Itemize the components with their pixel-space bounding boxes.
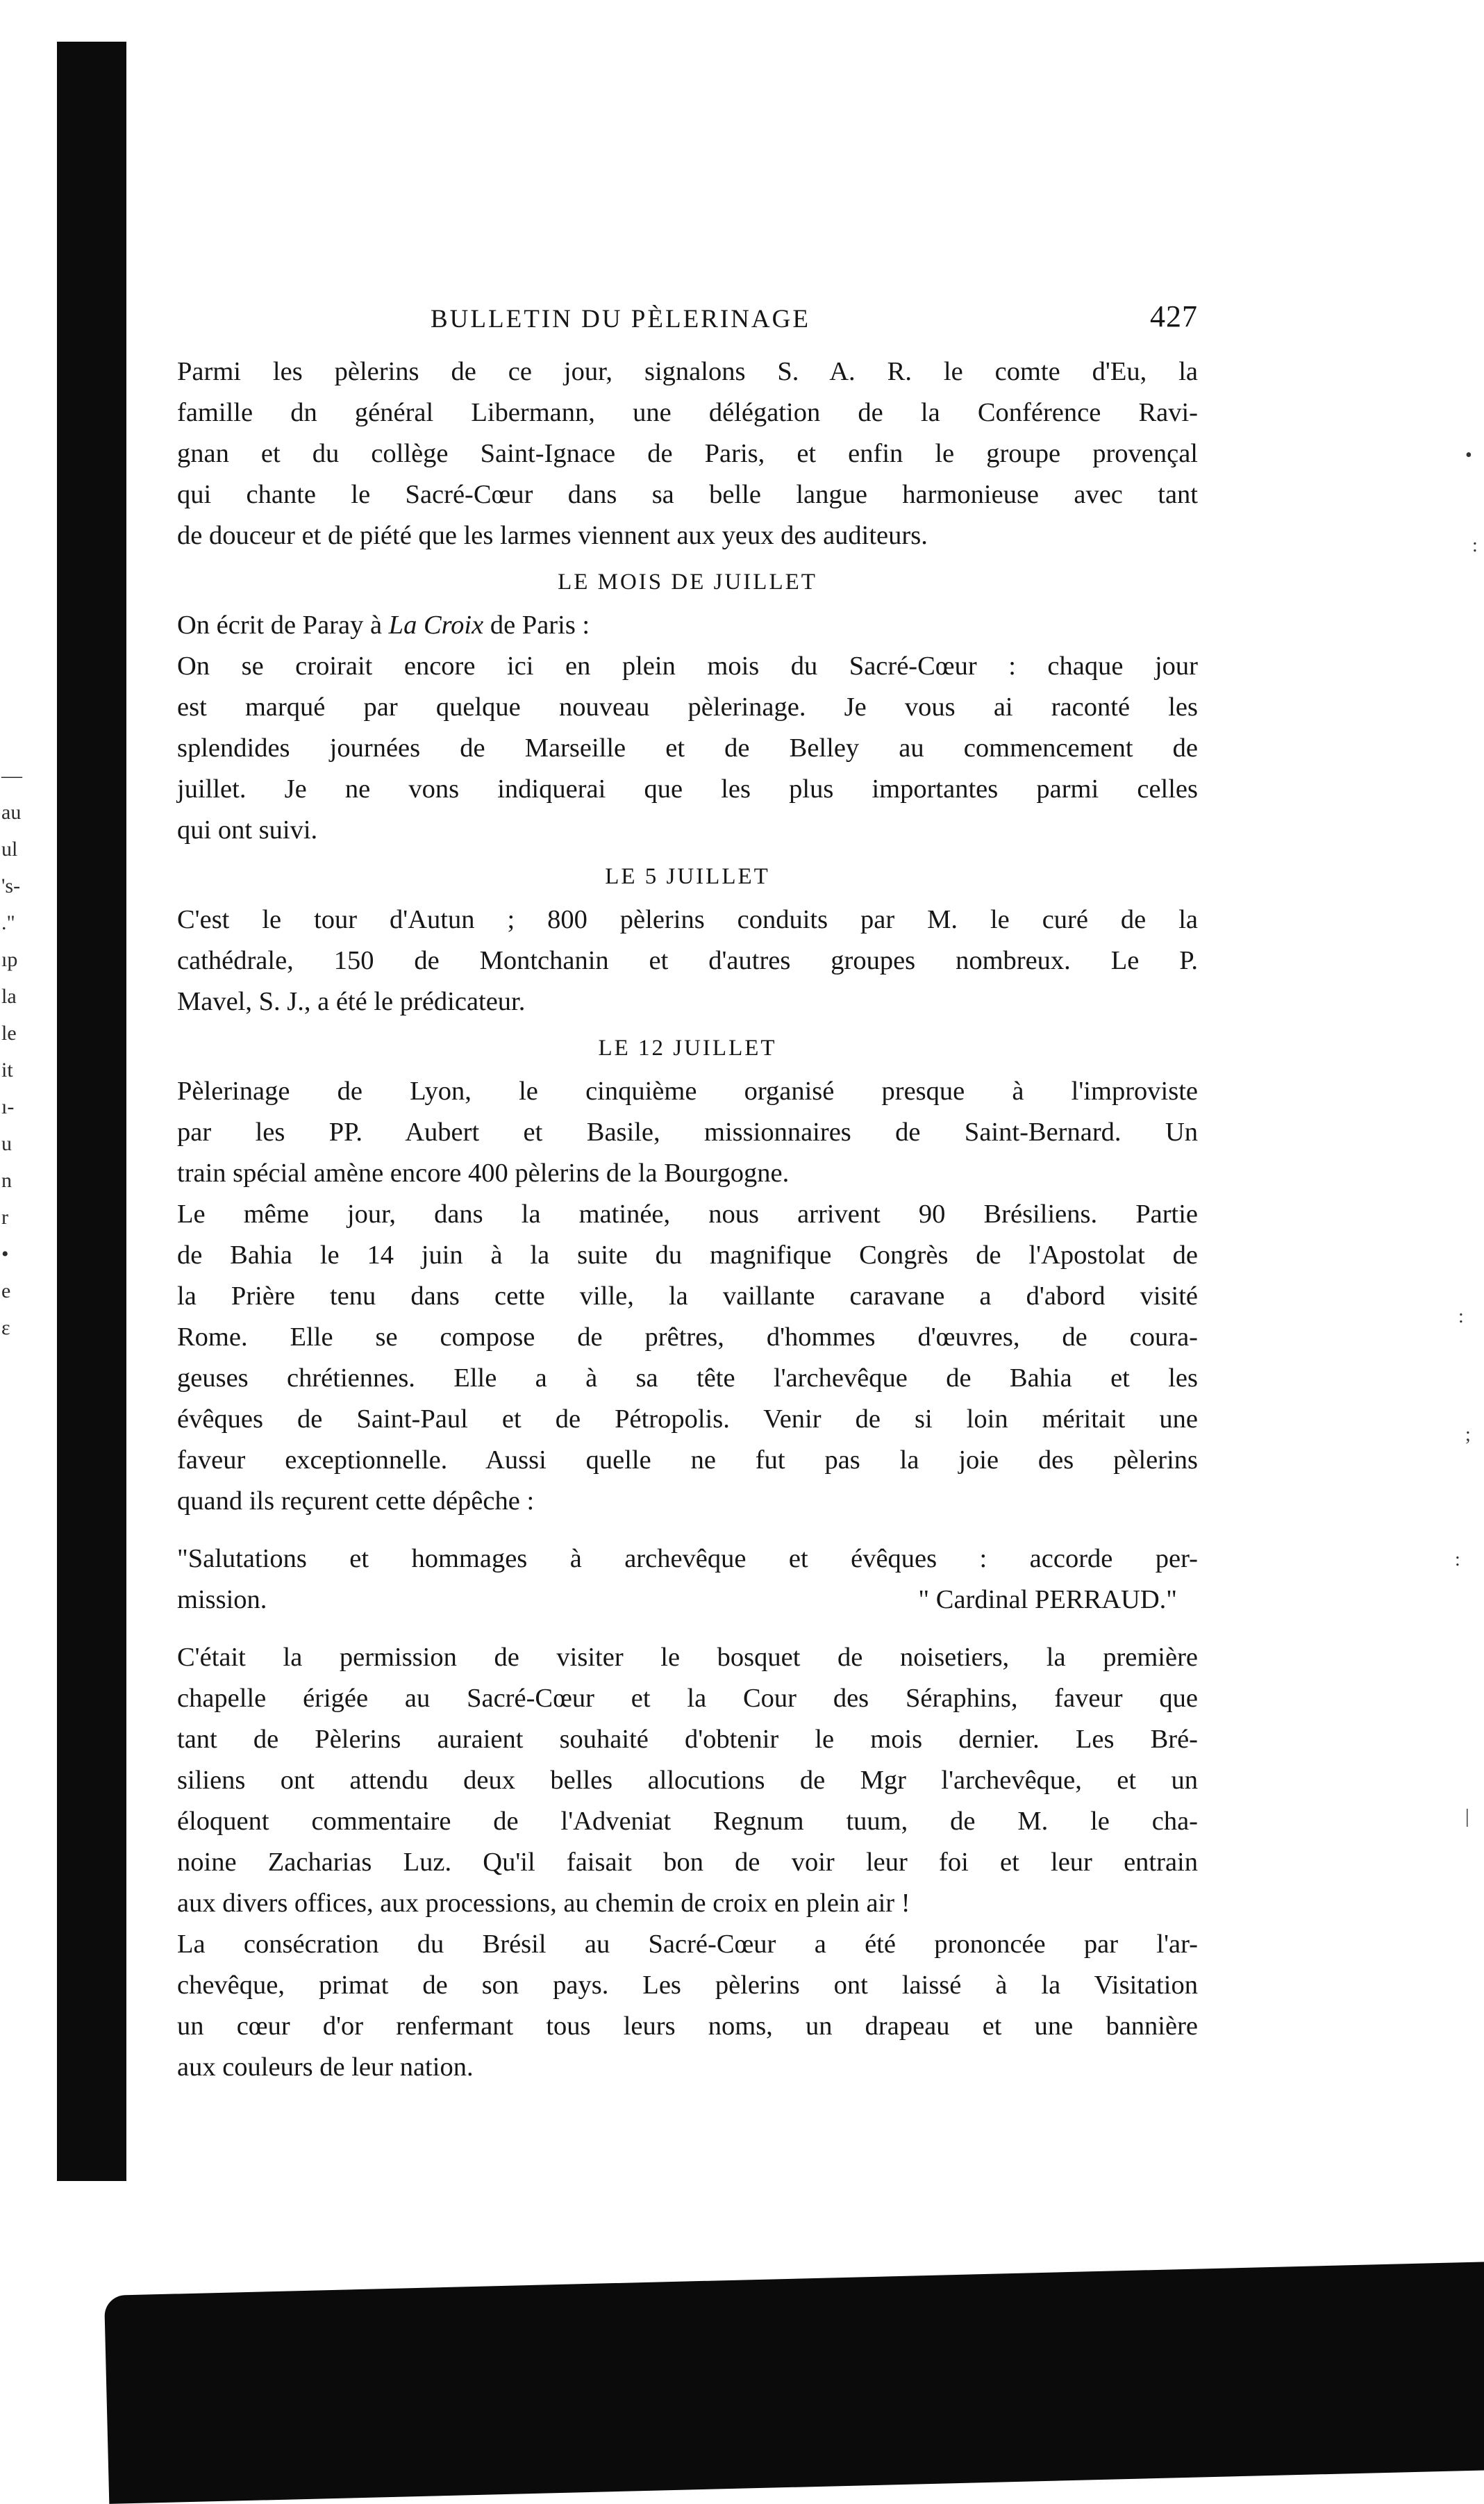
page-text (177, 299, 1198, 2088)
bleed-fragment: ε (1, 1316, 10, 1339)
bleed-fragment: — (1, 764, 22, 787)
bleed-fragment: it (1, 1059, 13, 1081)
text-line: un cœur d'or renfermant tous leurs noms, un drapeau et une bannière (177, 2012, 1198, 2041)
text-line: de douceur et de piété que les larmes viennent aux yeux des auditeurs. (177, 521, 928, 550)
paragraph-pilgrims (177, 351, 1198, 556)
speck: : (1455, 1549, 1460, 1570)
bleed-fragment: le (1, 1022, 17, 1045)
text-line: Parmi les pèlerins de ce jour, signalons S. A. R. le comte d'Eu, la (177, 357, 1198, 386)
bleed-fragment: ı- (1, 1095, 15, 1118)
text-line: tant de Pèlerins auraient souhaité d'obtenir le mois dernier. Les Bré- (177, 1725, 1198, 1754)
text-line: train spécial amène encore 400 pèlerins de la Bourgogne. (177, 1159, 790, 1188)
newspaper-title: La Croix (388, 611, 484, 640)
paragraph-intro (177, 605, 1198, 646)
paragraph-permission (177, 1637, 1198, 1924)
speck: : (1458, 1306, 1464, 1327)
bleed-fragment: ıp (1, 948, 18, 971)
paragraph-consecration (177, 1924, 1198, 2088)
text-line: Le même jour, dans la matinée, nous arrivent 90 Brésiliens. Partie (177, 1200, 1198, 1229)
paragraph-bresiliens (177, 1194, 1198, 1522)
text-line: geuses chrétiennes. Elle a à sa tête l'archevêque de Bahia et les (177, 1363, 1198, 1393)
text-line: la Prière tenu dans cette ville, la vaillante caravane a d'abord visité (177, 1282, 1198, 1311)
text-line: quand ils reçurent cette dépêche : (177, 1486, 535, 1516)
paragraph-autun (177, 899, 1198, 1022)
text-line: qui ont suivi. (177, 815, 318, 845)
text-line: splendides journées de Marseille et de Belley au commencement de (177, 733, 1198, 763)
text-line: C'est le tour d'Autun ; 800 pèlerins conduits par M. le curé de la (177, 905, 1198, 934)
running-header (177, 299, 1198, 345)
text-line: Rome. Elle se compose de prêtres, d'hommes d'œuvres, de coura- (177, 1323, 1198, 1352)
section-heading: LE MOIS DE JUILLET (558, 570, 817, 595)
paragraph-lyon (177, 1071, 1198, 1194)
telegram-quote (177, 1539, 1198, 1620)
bleed-fragment: e (1, 1279, 11, 1302)
text-line: évêques de Saint-Paul et de Pétropolis. Venir de si loin méritait une (177, 1404, 1198, 1434)
bleed-fragment: r (1, 1206, 8, 1229)
speck: : (1472, 535, 1478, 556)
text-line: par les PP. Aubert et Basile, missionnaires de Saint-Bernard. Un (177, 1118, 1198, 1147)
text-line: est marqué par quelque nouveau pèlerinage. Je vous ai raconté les (177, 693, 1198, 722)
bleed-fragment: au (1, 801, 22, 824)
page-number: 427 (1150, 299, 1198, 333)
text-line: siliens ont attendu deux belles allocutions de Mgr l'archevêque, et un (177, 1766, 1198, 1795)
text-line: chevêque, primat de son pays. Les pèlerins ont laissé à la Visitation (177, 1971, 1198, 2000)
text-line: mission. (177, 1585, 267, 1614)
text-line: qui chante le Sacré-Cœur dans sa belle langue harmonieuse avec tant (177, 480, 1198, 509)
text-line: éloquent commentaire de l'Adveniat Regnum tuum, de M. le cha- (177, 1807, 1198, 1836)
section-heading: LE 5 JUILLET (605, 864, 770, 889)
telegram-signature: " Cardinal PERRAUD." (918, 1585, 1177, 1614)
text-line: noine Zacharias Luz. Qu'il faisait bon de voir leur foi et leur entrain (177, 1848, 1198, 1877)
bleed-fragment: ." (1, 911, 15, 934)
scan-binding-shadow (57, 42, 126, 2181)
text-line: faveur exceptionnelle. Aussi quelle ne fut pas la joie des pèlerins (177, 1445, 1198, 1475)
bleed-fragment: la (1, 985, 17, 1008)
text-line: chapelle érigée au Sacré-Cœur et la Cour des Séraphins, faveur que (177, 1684, 1198, 1713)
text-line: aux couleurs de leur nation. (177, 2053, 474, 2082)
text-line: Pèlerinage de Lyon, le cinquième organisé presque à l'improviste (177, 1077, 1198, 1106)
text-line: "Salutations et hommages à archevêque et évêques : accorde per- (177, 1544, 1198, 1573)
speck: • (1465, 445, 1472, 466)
text-line: cathédrale, 150 de Montchanin et d'autres groupes nombreux. Le P. (177, 946, 1198, 975)
bleed-fragment: 's- (1, 874, 21, 897)
text-run: On écrit de Paray à (177, 611, 389, 640)
text-line: C'était la permission de visiter le bosquet de noisetiers, la première (177, 1643, 1198, 1672)
text-run: de Paris : (483, 611, 590, 640)
speck: | (1465, 1806, 1469, 1827)
text-line: juillet. Je ne vons indiquerai que les plus importantes parmi celles (177, 774, 1198, 804)
bleed-fragment: • (1, 1243, 9, 1266)
bleed-fragment: ul (1, 838, 18, 861)
text-line: Mavel, S. J., a été le prédicateur. (177, 987, 526, 1016)
text-line: gnan et du collège Saint-Ignace de Paris, et enfin le groupe provençal (177, 439, 1198, 468)
facing-page-bleed (1, 757, 50, 1346)
bleed-fragment: n (1, 1169, 12, 1192)
paragraph-letter (177, 646, 1198, 851)
text-line: aux divers offices, aux processions, au chemin de croix en plein air ! (177, 1889, 910, 1918)
section-heading: LE 12 JUILLET (598, 1036, 777, 1061)
text-line: On se croirait encore ici en plein mois du Sacré-Cœur : chaque jour (177, 652, 1198, 681)
text-line: La consécration du Brésil au Sacré-Cœur a été prononcée par l'ar- (177, 1930, 1198, 1959)
running-title: BULLETIN DU PÈLERINAGE (431, 305, 810, 333)
bleed-fragment: u (1, 1132, 12, 1155)
text-line: de Bahia le 14 juin à la suite du magnifique Congrès de l'Apostolat de (177, 1241, 1198, 1270)
text-line: famille dn général Libermann, une délégation de la Conférence Ravi- (177, 398, 1198, 427)
speck: ; (1465, 1424, 1471, 1445)
